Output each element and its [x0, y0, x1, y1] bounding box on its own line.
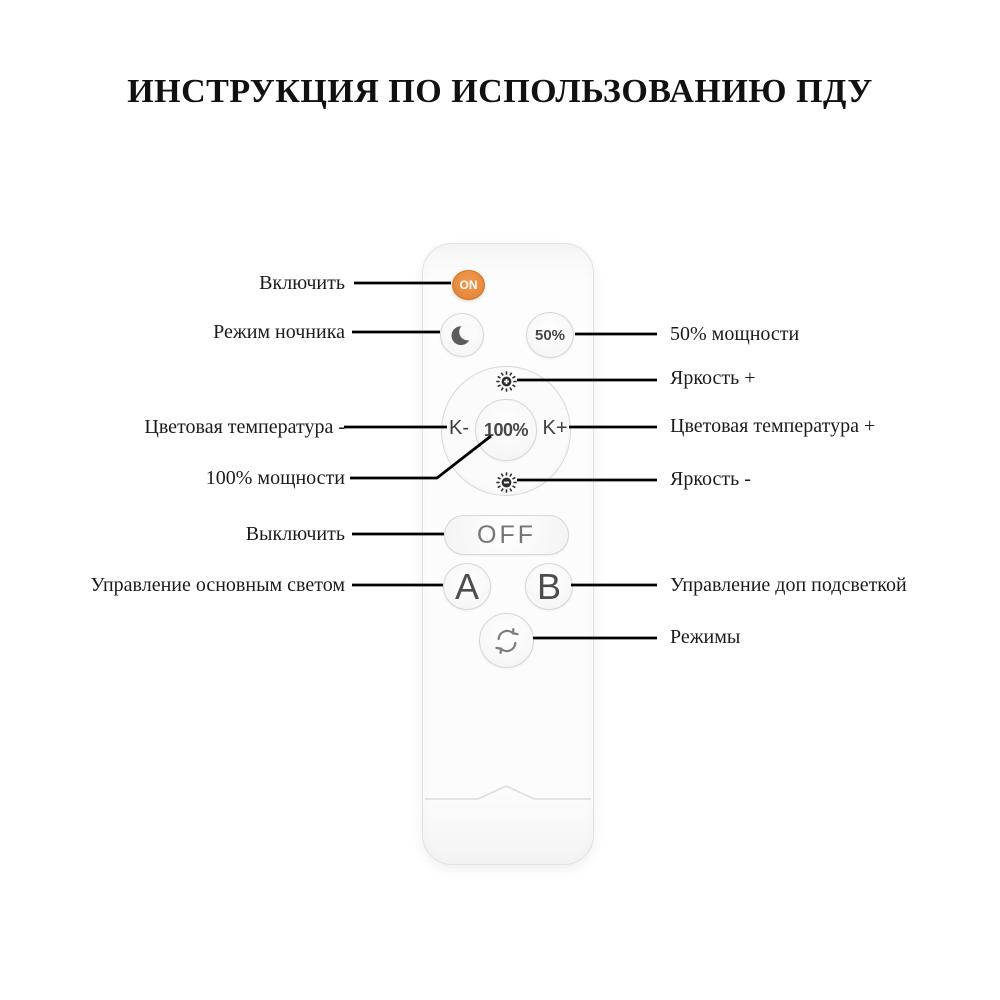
page-title: ИНСТРУКЦИЯ ПО ИСПОЛЬЗОВАНИЮ ПДУ [127, 73, 873, 110]
annotation-main-light: Управление основным светом [90, 574, 345, 596]
power-off-button[interactable]: OFF [444, 515, 569, 555]
channel-a-button[interactable]: A [443, 563, 491, 610]
annotation-night-mode: Режим ночника [213, 321, 345, 343]
sun-minus-icon [495, 471, 518, 494]
moon-icon [449, 322, 476, 349]
brightness-up-button[interactable] [494, 369, 518, 393]
annotation-full-power: 100% мощности [205, 467, 345, 489]
channel-b-button[interactable]: B [525, 563, 573, 610]
brightness-down-button[interactable] [494, 470, 518, 494]
sun-plus-icon [495, 370, 518, 393]
color-temp-plus-button[interactable]: K+ [542, 416, 568, 439]
half-power-button[interactable]: 50% [526, 312, 574, 358]
cycle-icon [492, 626, 522, 656]
annotation-color-temp-minus: Цветовая температура - [144, 416, 345, 438]
annotation-brightness-up: Яркость + [670, 367, 756, 389]
annotation-aux-light: Управление доп подсветкой [670, 574, 907, 596]
power-on-button[interactable]: ON [452, 270, 485, 300]
night-mode-button[interactable] [440, 313, 484, 357]
color-temp-minus-button[interactable]: K- [449, 416, 469, 439]
annotation-color-temp-plus: Цветовая температура + [670, 415, 876, 437]
battery-cover-seam [423, 782, 593, 812]
annotation-power-on: Включить [259, 272, 345, 294]
annotation-modes: Режимы [670, 626, 741, 648]
full-power-button[interactable]: 100% [475, 399, 537, 461]
annotation-power-off: Выключить [245, 523, 345, 545]
annotation-half-power: 50% мощности [670, 323, 800, 345]
remote-control [422, 243, 594, 865]
modes-button[interactable] [479, 613, 534, 668]
annotation-brightness-down: Яркость - [670, 468, 751, 490]
